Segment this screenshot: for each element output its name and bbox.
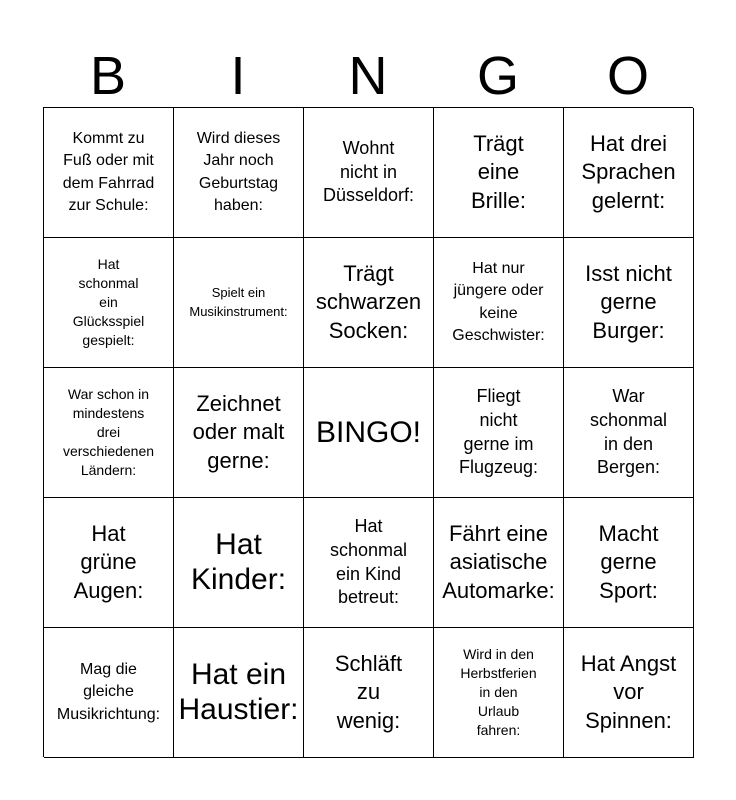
bingo-cell-text: Hat drei Sprachen gelernt: [581,130,676,213]
bingo-cell[interactable] [44,238,174,368]
bingo-cell[interactable] [304,108,434,238]
header-letter-o: O [606,46,649,106]
bingo-cell-text: Wohnt nicht in Düsseldorf: [322,137,415,206]
bingo-cell-text: BINGO! [315,415,421,449]
bingo-cell-text: Fliegt nicht gerne im Flugzeug: [458,385,539,478]
bingo-cell-text: Zeichnet oder malt gerne: [192,390,285,473]
bingo-cell-text: War schonmal in den Bergen: [589,385,668,478]
bingo-cell-text: Hat nur jüngere oder keine Geschwister: [452,259,545,344]
header-letter-n: N [348,46,388,106]
bingo-cell-text: Hat grüne Augen: [73,520,144,603]
bingo-cell[interactable] [434,108,564,238]
bingo-cell[interactable] [44,498,174,628]
bingo-cell-text: Hat schonmal ein Glücksspiel gespielt: [72,256,145,348]
bingo-cell-text: Hat Kinder: [190,527,287,596]
bingo-cell[interactable] [174,628,304,758]
bingo-cell[interactable] [304,238,434,368]
bingo-cell[interactable] [564,628,694,758]
bingo-cell-text: War schon in mindestens drei verschiedenen Ländern: [62,386,155,478]
bingo-cell-text: Isst nicht gerne Burger: [585,260,672,343]
bingo-cell[interactable] [174,368,304,498]
bingo-grid [43,107,693,757]
bingo-cell-text: Hat ein Haustier: [178,657,299,726]
bingo-cell[interactable] [44,368,174,498]
bingo-cell-text: Fährt eine asiatische Automarke: [442,520,555,603]
bingo-cell-text: Trägt schwarzen Socken: [315,260,422,343]
bingo-header [43,46,693,106]
bingo-cell[interactable] [434,368,564,498]
header-letter-b: B [89,46,127,106]
bingo-cell-text: Wird dieses Jahr noch Geburtstag haben: [196,129,281,214]
bingo-cell[interactable] [564,498,694,628]
bingo-cell-text: Hat schonmal ein Kind betreut: [329,515,408,608]
bingo-cell-text: Macht gerne Sport: [598,520,659,603]
bingo-cell-text: Spielt ein Musikinstrument: [189,284,288,319]
bingo-cell-text: Hat Angst vor Spinnen: [580,650,677,733]
bingo-cell[interactable] [434,238,564,368]
bingo-cell-text: Schläft zu wenig: [334,650,403,733]
bingo-cell[interactable] [44,108,174,238]
header-letter-g: G [476,46,519,106]
bingo-cell-text: Kommt zu Fuß oder mit dem Fahrrad zur Schule: [62,129,155,214]
bingo-cell[interactable] [174,498,304,628]
bingo-cell[interactable] [174,108,304,238]
bingo-cell-text: Mag die gleiche Musikrichtung: [56,660,161,723]
bingo-cell[interactable] [434,628,564,758]
bingo-cell[interactable] [174,238,304,368]
bingo-cell-text: Trägt eine Brille: [470,130,526,213]
header-letter-i: I [230,46,246,106]
bingo-cell-text: Wird in den Herbstferien in den Urlaub fahren: [460,646,537,738]
bingo-free-cell[interactable] [304,368,434,498]
bingo-cell[interactable] [564,238,694,368]
bingo-cell[interactable] [304,498,434,628]
bingo-cell[interactable] [564,368,694,498]
bingo-cell[interactable] [44,628,174,758]
bingo-cell[interactable] [564,108,694,238]
bingo-cell[interactable] [434,498,564,628]
bingo-cell[interactable] [304,628,434,758]
